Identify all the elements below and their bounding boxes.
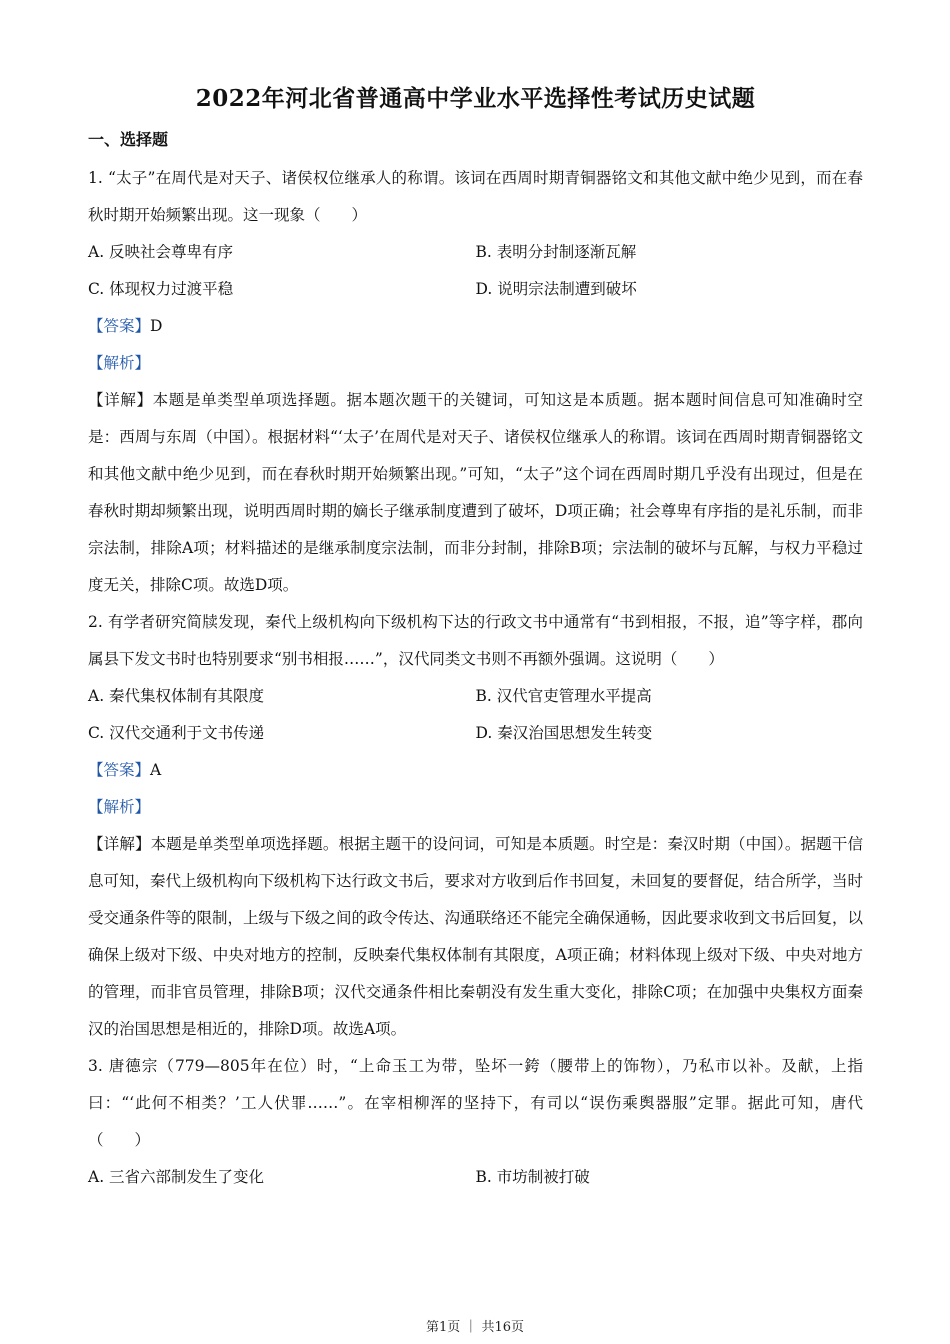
options-row bbox=[88, 271, 863, 308]
options-row bbox=[88, 234, 863, 271]
answer-line bbox=[88, 308, 863, 345]
answer-label: 【答案】 bbox=[88, 761, 151, 779]
answer-line bbox=[88, 752, 863, 789]
detail-text: 本题是单类型单项选择题。据本题次题干的关键词，可知这是本质题。据本题时间信息可知准确时空是：西周与东周（中国）。根据材料“‘太子’在周代是对天子、诸侯权位继承人的称谓。该词在西周时期青铜器铭文和其他文献中绝少见到，而在春秋时期开始频繁出现。”可知，“太子”这个词在西周时期几乎没有出现过，但是在春秋时期却频繁出现，说明西周时期的嫡长子继承制度遭到了破坏，D项正确；社会尊卑有序指的是礼乐制，而非宗法制，排除A项；材料描述的是继承制度宗法制，而非分封制，排除B项；宗法制的破坏与瓦解，与权力平稳过度无关，排除C项。故选D项。 bbox=[88, 391, 863, 594]
question-1 bbox=[88, 160, 863, 604]
option-a: A. 三省六部制发生了变化 bbox=[88, 1168, 265, 1186]
detail-paragraph bbox=[88, 826, 863, 1048]
analysis-line bbox=[88, 789, 863, 826]
analysis-label: 【解析】 bbox=[88, 354, 151, 372]
option-b: B. 表明分封制逐渐瓦解 bbox=[475, 243, 637, 261]
detail-paragraph bbox=[88, 382, 863, 604]
option-c: C. 体现权力过渡平稳 bbox=[88, 280, 234, 298]
page-footer: 第1页 ｜ 共16页 bbox=[425, 1320, 525, 1335]
option-a: A. 秦代集权体制有其限度 bbox=[88, 687, 265, 705]
answer-label: 【答案】 bbox=[88, 317, 151, 335]
page-title: 2022年河北省普通高中学业水平选择性考试历史试题 bbox=[195, 85, 756, 112]
option-d: D. 说明宗法制遭到破坏 bbox=[475, 280, 637, 298]
option-d: D. 秦汉治国思想发生转变 bbox=[475, 724, 653, 742]
answer-value: A bbox=[150, 761, 162, 779]
answer-value: D bbox=[150, 317, 163, 335]
question-3 bbox=[88, 1048, 863, 1196]
options-row bbox=[88, 715, 863, 752]
question-stem: 2. 有学者研究简牍发现，秦代上级机构向下级机构下达的行政文书中通常有“书到相报，不报，追”等字样，郡向属县下发文书时也特别要求“别书相报……”，汉代同类文书则不再额外强调。这说明（ ） bbox=[88, 613, 863, 668]
option-a: A. 反映社会尊卑有序 bbox=[88, 243, 234, 261]
options-row bbox=[88, 1159, 863, 1196]
question-stem: 1. “太子”在周代是对天子、诸侯权位继承人的称谓。该词在西周时期青铜器铭文和其他文献中绝少见到，而在春秋时期开始频繁出现。这一现象（ ） bbox=[88, 169, 863, 224]
document-page bbox=[88, 80, 863, 1196]
section-heading: 一、选择题 bbox=[88, 130, 169, 149]
detail-text: 本题是单类型单项选择题。根据主题干的设问词，可知是本质题。时空是：秦汉时期（中国）。据题干信息可知，秦代上级机构向下级机构下达行政文书后，要求对方收到后作书回复，未回复的要督促，结合所学，当时受交通条件等的限制，上级与下级之间的政令传达、沟通联络还不能完全确保通畅，因此要求收到文书后回复，以确保上级对下级、中央对地方的控制，反映秦代集权体制有其限度，A项正确；材料体现上级对下级、中央对地方的管理，而非官员管理，排除B项；汉代交通条件相比秦朝没有发生重大变化，排除C项；在加强中央集权方面秦汉的治国思想是相近的，排除D项。故选A项。 bbox=[88, 835, 864, 1038]
detail-label: 【详解】 bbox=[88, 391, 153, 409]
options-row bbox=[88, 678, 863, 715]
detail-label: 【详解】 bbox=[88, 835, 151, 853]
question-2 bbox=[88, 604, 863, 1048]
option-b: B. 汉代官吏管理水平提高 bbox=[475, 687, 652, 705]
analysis-label: 【解析】 bbox=[88, 798, 151, 816]
question-stem: 3. 唐德宗（779—805年在位）时，“上命玉工为带，坠坏一銙（腰带上的饰物），乃私市以补。及献，上指曰：“‘此何不相类？’工人伏罪……”。在宰相柳浑的坚持下，有司以“误伤乘舆器服”定罪。据此可知，唐代（ ） bbox=[88, 1057, 863, 1149]
analysis-line bbox=[88, 345, 863, 382]
option-b: B. 市坊制被打破 bbox=[475, 1168, 590, 1186]
option-c: C. 汉代交通利于文书传递 bbox=[88, 724, 265, 742]
